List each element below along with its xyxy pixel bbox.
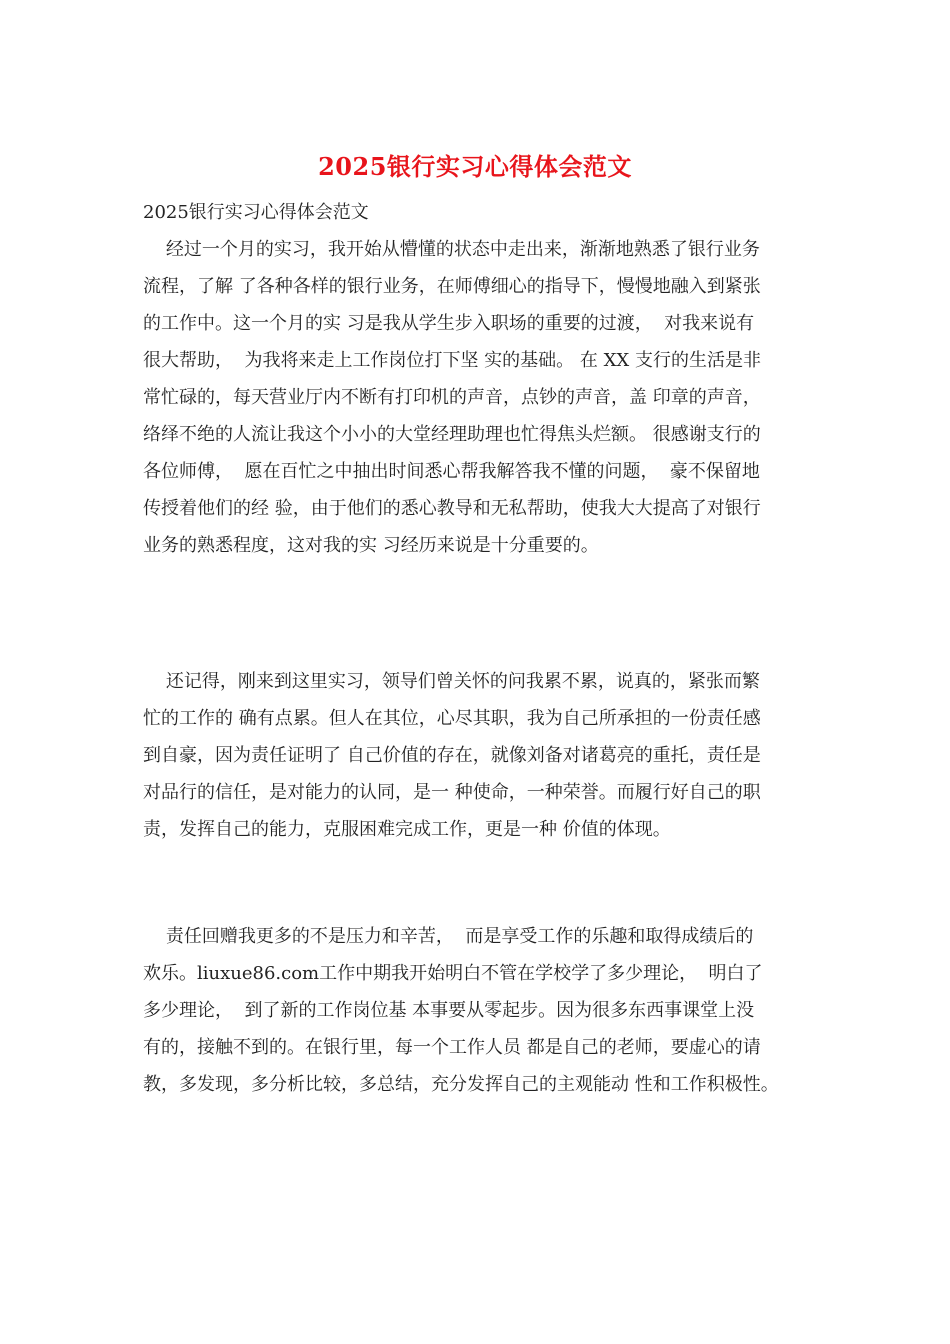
- paragraph-line: 各位师傅， 愿在百忙之中抽出时间悉心帮我解答我不懂的问题， 豪不保留地: [143, 461, 760, 482]
- paragraph-line: 还记得，刚来到这里实习，领导们曾关怀的问我累不累，说真的，紧张而繁: [143, 671, 760, 692]
- paragraph-line: 的工作中。这一个月的实 习是我从学生步入职场的重要的过渡， 对我来说有: [143, 313, 755, 334]
- paragraph-2: [143, 663, 815, 848]
- paragraph-1: [143, 231, 815, 564]
- paragraph-line: 常忙碌的，每天营业厅内不断有打印机的声音，点钞的声音，盖 印章的声音，: [143, 387, 761, 408]
- paragraph-line: 传授着他们的经 验，由于他们的悉心教导和无私帮助，使我大大提高了对银行: [143, 498, 761, 519]
- paragraph-line: 多少理论， 到了新的工作岗位基 本事要从零起步。因为很多东西事课堂上没: [143, 1000, 755, 1021]
- paragraph-line: 忙的工作的 确有点累。但人在其位，心尽其职，我为自己所承担的一份责任感: [143, 708, 761, 729]
- paragraph-line: 对品行的信任，是对能力的认同，是一 种使命，一种荣誉。而履行好自己的职: [143, 782, 761, 803]
- paragraph-line: 到自豪，因为责任证明了 自己价值的存在，就像刘备对诸葛亮的重托，责任是: [143, 745, 761, 766]
- paragraph-line: 很大帮助， 为我将来走上工作岗位打下坚 实的基础。 在 XX 支行的生活是非: [143, 350, 761, 371]
- document-title: 2025银行实习心得体会范文: [318, 152, 632, 181]
- paragraph-line: 络绎不绝的人流让我这个小小的大堂经理助理也忙得焦头烂额。 很感谢支行的: [143, 424, 761, 445]
- paragraph-line: 欢乐。liuxue86.com工作中期我开始明白不管在学校学了多少理论， 明白了: [143, 963, 763, 984]
- document-subtitle: 2025银行实习心得体会范文: [143, 202, 369, 223]
- paragraph-line: 责任回赠我更多的不是压力和辛苦， 而是享受工作的乐趣和取得成绩后的: [143, 926, 754, 947]
- paragraph-3: [143, 918, 815, 1103]
- paragraph-line: 教，多发现，多分析比较，多总结，充分发挥自己的主观能动 性和工作积极性。: [143, 1074, 779, 1095]
- paragraph-line: 责，发挥自己的能力，克服困难完成工作，更是一种 价值的体现。: [143, 819, 671, 840]
- paragraph-line: 经过一个月的实习，我开始从懵懂的状态中走出来，渐渐地熟悉了银行业务: [143, 239, 760, 260]
- paragraph-line: 有的，接触不到的。在银行里，每一个工作人员 都是自己的老师，要虚心的请: [143, 1037, 761, 1058]
- paragraph-line: 业务的熟悉程度，这对我的实 习经历来说是十分重要的。: [143, 535, 599, 556]
- paragraph-line: 流程，了解 了各种各样的银行业务，在师傅细心的指导下，慢慢地融入到紧张: [143, 276, 761, 297]
